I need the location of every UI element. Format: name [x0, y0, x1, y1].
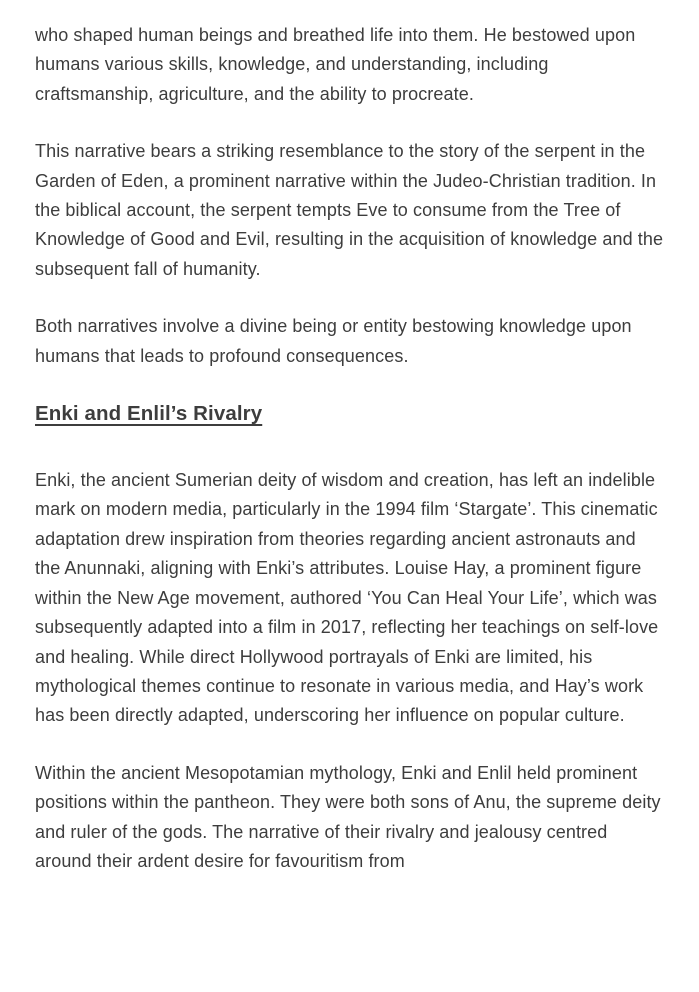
paragraph-mesopotamian-pantheon: Within the ancient Mesopotamian mythology, Enki and Enlil held prominent positions within the pantheon. They were both sons of Anu, the supreme deity and ruler of the gods. The narrative of their rivalry and jealousy centred around their ardent desire for favouritism from	[35, 762, 661, 871]
section-heading-enki-enlil-rivalry: Enki and Enlil’s Rivalry	[35, 402, 263, 426]
paragraph-garden-of-eden-comparison: This narrative bears a striking resemblance to the story of the serpent in the Garden of Eden, a prominent narrative within the Judeo-Christian tradition. In the biblical account, the serpent tempts Eve to consume from the Tree of Knowledge of Good and Evil, resulting in the acquisition of knowledge and the subsequent fall of humanity.	[35, 141, 664, 279]
paragraph-creation-of-humans: who shaped human beings and breathed life into them. He bestowed upon humans various skills, knowledge, and understanding, including craftsmanship, agriculture, and the ability to procreate.	[35, 25, 636, 104]
paragraph-enki-modern-media: Enki, the ancient Sumerian deity of wisdom and creation, has left an indelible mark on modern media, particularly in the 1994 film ‘Stargate’. This cinematic adaptation drew inspiration from theories regarding ancient astronauts and the Anunnaki, aligning with Enki’s attributes. Louise Hay, a prominent figure within the New Age movement, authored ‘You Can Heal Your Life’, which was subsequently adapted into a film in 2017, reflecting her teachings on self-love and healing. While direct Hollywood portrayals of Enki are limited, his mythological themes continue to resonate in various media, and Hay’s work has been directly adapted, underscoring her influence on popular culture.	[35, 470, 659, 726]
paragraph-narratives-comparison: Both narratives involve a divine being or entity bestowing knowledge upon humans that leads to profound consequences.	[35, 316, 632, 366]
